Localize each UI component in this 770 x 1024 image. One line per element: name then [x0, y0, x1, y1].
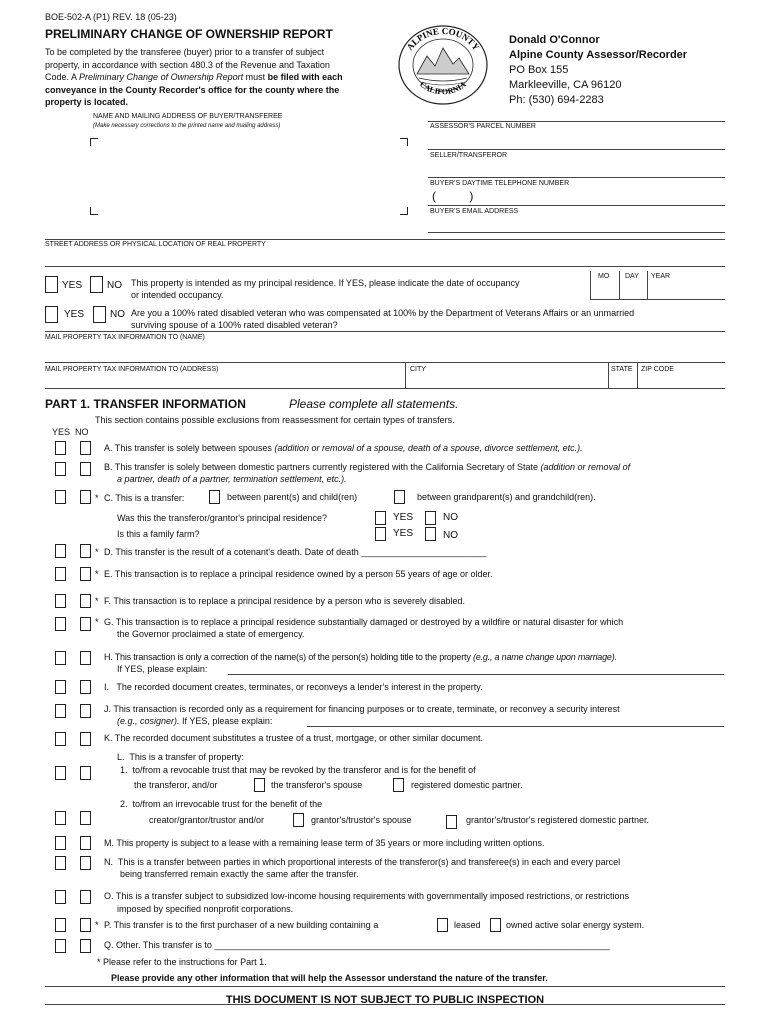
g-yes-checkbox[interactable]: [55, 617, 66, 631]
c-grandparent-checkbox[interactable]: [394, 490, 405, 504]
n-yes-checkbox[interactable]: [55, 856, 66, 870]
k-no-checkbox[interactable]: [80, 732, 91, 746]
item-b-2: a partner, death of a partner, termination settlement, etc.).: [117, 474, 347, 484]
n-no-checkbox[interactable]: [80, 856, 91, 870]
c-principal-residence-q: Was this the transferor/grantor's principal residence?: [117, 513, 327, 523]
veteran-question-2: surviving spouse of a 100% rated disabled veteran?: [131, 320, 338, 330]
footer-notice: THIS DOCUMENT IS NOT SUBJECT TO PUBLIC INSPECTION: [225, 994, 545, 1006]
item-k: K. The recorded document substitutes a trustee of a trust, mortgage, or other similar document.: [104, 733, 484, 743]
assessor-office: Alpine County Assessor/Recorder: [509, 49, 688, 61]
street-address-field[interactable]: [45, 266, 725, 267]
corner-mark: [400, 138, 408, 146]
veteran-yes-checkbox[interactable]: [45, 306, 58, 323]
k-yes-checkbox[interactable]: [55, 732, 66, 746]
year-label: YEAR: [651, 273, 671, 280]
h-explain-field[interactable]: [228, 674, 724, 675]
l1-yes-checkbox[interactable]: [55, 766, 66, 780]
item-p: P. This transfer is to the first purchaser of a new building containing a: [104, 920, 379, 930]
l1-spouse-label: the transferor's spouse: [271, 780, 363, 790]
parcel-number-label: ASSESSOR'S PARCEL NUMBER: [430, 123, 536, 130]
assessor-address2: Markleeville, CA 96120: [509, 79, 622, 91]
l2-yes-checkbox[interactable]: [55, 811, 66, 825]
i-yes-checkbox[interactable]: [55, 680, 66, 694]
yes-label: YES: [64, 309, 85, 320]
m-yes-checkbox[interactable]: [55, 836, 66, 850]
phone-label: BUYER'S DAYTIME TELEPHONE NUMBER: [430, 180, 570, 187]
no-label: NO: [107, 280, 122, 291]
b-yes-checkbox[interactable]: [55, 462, 66, 476]
mail-name-label: MAIL PROPERTY TAX INFORMATION TO (NAME): [45, 334, 205, 341]
principal-residence-question-2: or intended occupancy.: [131, 290, 224, 300]
l2-partner-checkbox[interactable]: [446, 815, 457, 829]
p-leased-checkbox[interactable]: [437, 918, 448, 932]
p-owned-label: owned active solar energy system.: [506, 920, 645, 930]
j-explain-field[interactable]: [307, 726, 724, 727]
seller-label: SELLER/TRANSFEROR: [430, 152, 508, 159]
item-m: M. This property is subject to a lease with a remaining lease term of 35 years or more including written options.: [104, 838, 545, 848]
item-j-2: (e.g., cosigner). If YES, please explain:: [117, 716, 273, 726]
mail-name-field[interactable]: [45, 362, 725, 363]
parcel-number-field[interactable]: [428, 149, 725, 150]
item-l: L. This is a transfer of property:: [117, 752, 244, 762]
phone-field[interactable]: [428, 205, 725, 206]
item-l1: 1. to/from a revocable trust that may be revoked by the transferor and is for the benefit of: [120, 765, 476, 775]
part1-subtext: This section contains possible exclusions from reassessment for certain types of transfers.: [95, 415, 455, 425]
q-yes-checkbox[interactable]: [55, 939, 66, 953]
day-label: DAY: [625, 273, 639, 280]
item-o-2: imposed by specified nonprofit corporations.: [117, 904, 294, 914]
assessor-phone: Ph: (530) 694-2283: [509, 94, 604, 106]
state-label: STATE: [611, 366, 633, 373]
p-owned-checkbox[interactable]: [490, 918, 501, 932]
principal-residence-no-checkbox[interactable]: [90, 276, 103, 293]
c-parent-child-label: between parent(s) and child(ren): [227, 492, 358, 502]
l1-partner-checkbox[interactable]: [393, 778, 404, 792]
f-no-checkbox[interactable]: [80, 594, 91, 608]
yes-no-header: YES NO: [52, 427, 89, 437]
c-family-farm-q: Is this a family farm?: [117, 529, 200, 539]
d-no-checkbox[interactable]: [80, 544, 91, 558]
city-label: CITY: [410, 366, 426, 373]
c-parent-child-checkbox[interactable]: [209, 490, 220, 504]
item-g: G. This transaction is to replace a principal residence substantially damaged or destroyed by a wildfire or natural disaster for which: [104, 617, 624, 627]
l1-partner-label: registered domestic partner.: [411, 780, 523, 790]
item-n: N. This is a transfer between parties in which proportional interests of the transferor(s) and transferee(s) in each and every parcel: [104, 857, 621, 867]
svg-text:CALIFORNIA: [418, 80, 468, 97]
item-a: A. This transfer is solely between spouses (addition or removal of a spouse, death of a spouse, divorce settlement, etc.).: [104, 443, 583, 453]
item-i: I. The recorded document creates, terminates, or reconveys a lender's interest in the property.: [104, 682, 483, 692]
o-yes-checkbox[interactable]: [55, 890, 66, 904]
buyer-name-label: NAME AND MAILING ADDRESS OF BUYER/TRANSFEREE: [93, 113, 283, 120]
l2-partner-label: grantor's/trustor's registered domestic partner.: [466, 815, 650, 825]
item-o: O. This is a transfer subject to subsidized low-income housing requirements with governmentally imposed restrictions, or restrictions: [104, 891, 630, 901]
principal-residence-question: This property is intended as my principal residence. If YES, please indicate the date of occupancy: [131, 278, 520, 288]
e-no-checkbox[interactable]: [80, 567, 91, 581]
seal-bottom-text: CALIFORNIA: [418, 79, 468, 97]
b-no-checkbox[interactable]: [80, 462, 91, 476]
zip-label: ZIP CODE: [641, 366, 674, 373]
item-d: D. This transfer is the result of a cotenant's death. Date of death _________________________: [104, 547, 487, 557]
intro-text: To be completed by the transferee (buyer) prior to a transfer of subject property, in accordance with section 480.3 of the Revenue and Taxation Code. A Preliminary Change of Ownership Report must be filed with each conveyance in the County Recorder's office for the county where the property is located.: [45, 47, 343, 107]
assessor-address1: PO Box 155: [509, 64, 569, 76]
item-h-2: If YES, please explain:: [117, 664, 208, 674]
principal-residence-yes-checkbox[interactable]: [45, 276, 58, 293]
p-yes-checkbox[interactable]: [55, 918, 66, 932]
part1-instruction: Please complete all statements.: [289, 397, 459, 411]
seal-top-text: ALPINE COUNTY: [404, 25, 482, 53]
c-q1-no-checkbox[interactable]: [425, 511, 436, 525]
c-yes-checkbox[interactable]: [55, 490, 66, 504]
seller-field[interactable]: [428, 177, 725, 178]
l1-no-checkbox[interactable]: [80, 766, 91, 780]
part1-bold-note: Please provide any other information that will help the Assessor understand the nature of the transfer.: [111, 973, 548, 983]
l1-spouse-checkbox[interactable]: [254, 778, 265, 792]
street-address-label: STREET ADDRESS OR PHYSICAL LOCATION OF REAL PROPERTY: [45, 241, 266, 248]
item-b: B. This transfer is solely between domestic partners currently registered with the California Secretary of State (addition or removal of: [104, 462, 631, 472]
c-q1-yes-checkbox[interactable]: [375, 511, 386, 525]
assessor-block: [509, 33, 687, 108]
corner-mark: [90, 207, 98, 215]
item-j: J. This transaction is recorded only as a requirement for financing purposes or to create, terminate, or reconvey a security interest: [104, 704, 620, 714]
item-l2: 2. to/from an irrevocable trust for the benefit of the: [120, 799, 323, 809]
h-yes-checkbox[interactable]: [55, 651, 66, 665]
veteran-question: Are you a 100% rated disabled veteran who was compensated at 100% by the Department of Veterans Affairs or an unmarried: [131, 308, 635, 318]
o-no-checkbox[interactable]: [80, 890, 91, 904]
item-h: H. This transaction is only a correction of the name(s) of the person(s) holding title to the property (e.g., a name change upon marriage).: [104, 652, 617, 662]
form-id: BOE-502-A (P1) REV. 18 (05-23): [45, 12, 177, 22]
county-seal-icon: [397, 24, 489, 106]
l2-no-checkbox[interactable]: [80, 811, 91, 825]
item-e: E. This transaction is to replace a principal residence owned by a person 55 years of age or older.: [104, 569, 493, 579]
no-label: NO: [110, 309, 125, 320]
c-grandparent-label: between grandparent(s) and grandchild(ren).: [417, 492, 596, 502]
item-g-2: the Governor proclaimed a state of emergency.: [117, 629, 305, 639]
mo-label: MO: [598, 273, 610, 280]
email-field[interactable]: [428, 232, 725, 233]
mail-address-field[interactable]: [45, 388, 725, 389]
part1-heading: PART 1. TRANSFER INFORMATION: [45, 397, 246, 411]
j-no-checkbox[interactable]: [80, 704, 91, 718]
page-title: PRELIMINARY CHANGE OF OWNERSHIP REPORT: [45, 27, 333, 41]
j-yes-checkbox[interactable]: [55, 704, 66, 718]
i-no-checkbox[interactable]: [80, 680, 91, 694]
l2-creator-label: creator/grantor/trustor and/or: [149, 815, 265, 825]
q-no-checkbox[interactable]: [80, 939, 91, 953]
e-yes-checkbox[interactable]: [55, 567, 66, 581]
d-yes-checkbox[interactable]: [55, 544, 66, 558]
l1-transferor-label: the transferor, and/or: [134, 780, 218, 790]
g-no-checkbox[interactable]: [80, 617, 91, 631]
buyer-name-note: (Make necessary corrections to the printed name and mailing address): [93, 123, 281, 129]
corner-mark: [90, 138, 98, 146]
a-yes-checkbox[interactable]: [55, 441, 66, 455]
a-no-checkbox[interactable]: [80, 441, 91, 455]
yes-label: YES: [62, 280, 83, 291]
corner-mark: [400, 207, 408, 215]
m-no-checkbox[interactable]: [80, 836, 91, 850]
buyer-name-address-field[interactable]: [100, 140, 395, 210]
p-no-checkbox[interactable]: [80, 918, 91, 932]
f-yes-checkbox[interactable]: [55, 594, 66, 608]
c-no-checkbox[interactable]: [80, 490, 91, 504]
mail-address-label: MAIL PROPERTY TAX INFORMATION TO (ADDRESS): [45, 366, 219, 373]
veteran-no-checkbox[interactable]: [93, 306, 106, 323]
item-c: C. This is a transfer:: [104, 493, 185, 503]
phone-parens: ( ): [432, 189, 474, 203]
item-q: Q. Other. This transfer is to _______________________________________________________________________________: [104, 940, 610, 950]
assessor-name: Donald O'Connor: [509, 34, 600, 46]
l2-spouse-checkbox[interactable]: [293, 813, 304, 827]
c-q2-no-checkbox[interactable]: [425, 527, 436, 541]
l2-spouse-label: grantor's/trustor's spouse: [311, 815, 412, 825]
item-n-2: being transferred remain exactly the same after the transfer.: [120, 869, 359, 879]
email-label: BUYER'S EMAIL ADDRESS: [430, 208, 519, 215]
c-q2-yes-checkbox[interactable]: [375, 527, 386, 541]
part1-note: * Please refer to the instructions for Part 1.: [97, 957, 267, 967]
item-f: F. This transaction is to replace a principal residence by a person who is severely disabled.: [104, 596, 466, 606]
p-leased-label: leased: [454, 920, 481, 930]
occupancy-date-field[interactable]: [590, 299, 725, 300]
h-no-checkbox[interactable]: [80, 651, 91, 665]
